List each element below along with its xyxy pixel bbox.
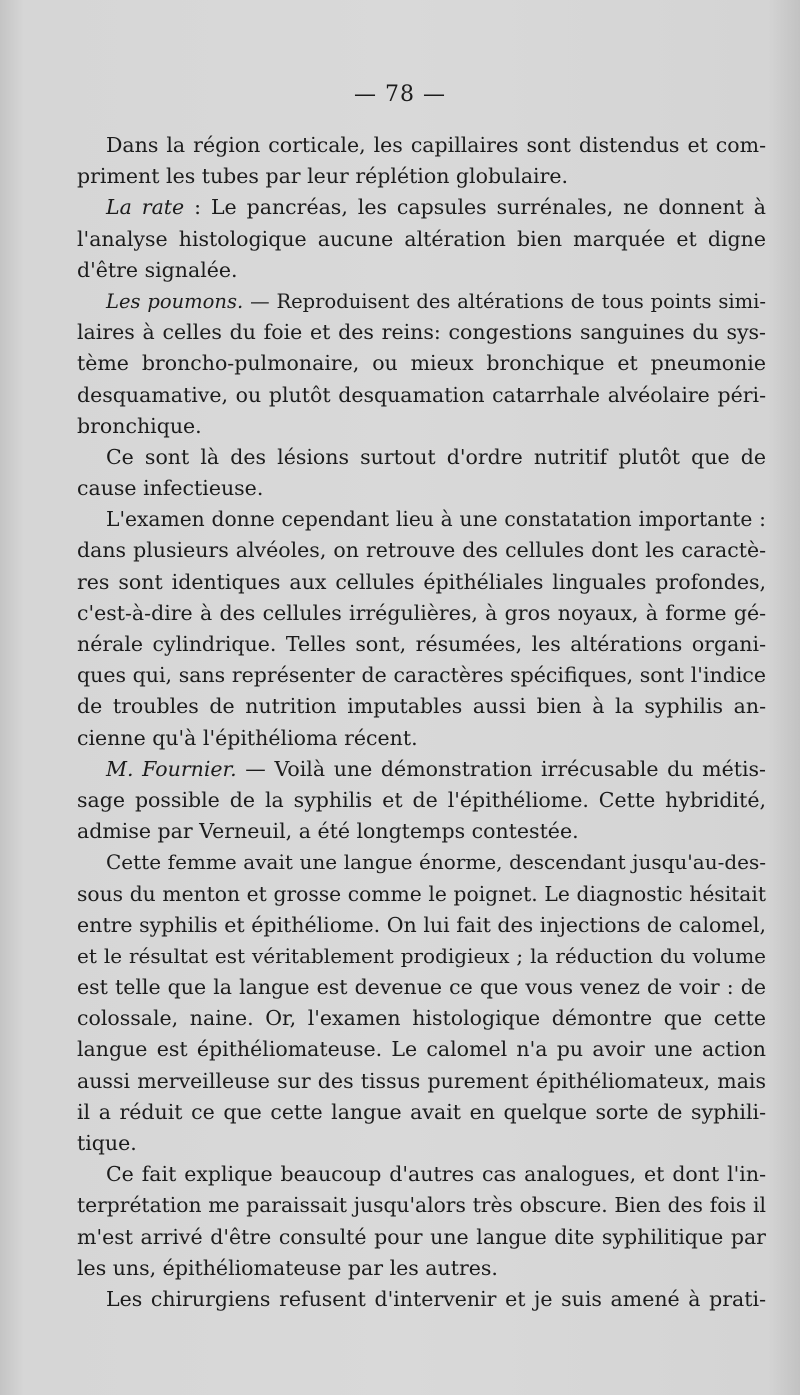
- italic-lead: La rate: [106, 195, 185, 220]
- paragraph: [77, 130, 766, 192]
- paragraph: [77, 1159, 766, 1284]
- text-line: aussi merveilleuse sur des tissus purement épithéliomateux, mais: [77, 1068, 766, 1093]
- text-run: — Reproduisent des altérations de tous points simi-: [243, 289, 766, 313]
- text-line: entre syphilis et épithéliome. On lui fait des injections de calomel,: [77, 912, 766, 937]
- paragraph: [77, 192, 766, 286]
- page-body: [77, 130, 766, 1315]
- text-line: sage possible de la syphilis et de l'épithéliome. Cette hybridité,: [77, 787, 766, 812]
- text-line: nérale cylindrique. Telles sont, résumées, les altérations organi-: [77, 632, 766, 656]
- text-line: Cette femme avait une langue énorme, descendant jusqu'au-des-: [106, 850, 766, 875]
- paragraph: [77, 504, 766, 754]
- text-line: est telle que la langue est devenue ce que vous venez de voir : de: [77, 975, 766, 1000]
- text-line: colossale, naine. Or, l'examen histologique démontre que cette: [77, 1006, 766, 1031]
- text-run: : Le pancréas, les capsules surrénales, ne donnent à: [184, 195, 767, 220]
- paragraph: [77, 442, 766, 504]
- text-line: terprétation me paraissait jusqu'alors très obscure. Bien des fois il: [77, 1193, 766, 1218]
- text-line: dans plusieurs alvéoles, on retrouve des cellules dont les caractè-: [77, 538, 766, 563]
- text-line: admise par Verneuil, a été longtemps contestée.: [77, 819, 579, 844]
- text-line: m'est arrivé d'être consulté pour une langue dite syphilitique par: [77, 1224, 766, 1249]
- italic-lead: M. Fournier.: [106, 756, 237, 781]
- text-line: [77, 192, 766, 223]
- text-line: tème broncho-pulmonaire, ou mieux bronchique et pneumonie: [77, 351, 766, 376]
- page-number: — 78 —: [354, 82, 446, 107]
- text-line: et le résultat est véritablement prodigieux ; la réduction du volume: [77, 943, 766, 968]
- text-run: — Voilà une démonstration irrécusable du métis-: [236, 756, 766, 781]
- text-line: il a réduit ce que cette langue avait en quelque sorte de syphili-: [77, 1099, 766, 1124]
- text-line: Les chirurgiens refusent d'intervenir et je suis amené à prati-: [106, 1286, 766, 1311]
- text-line: bronchique.: [77, 413, 202, 438]
- text-line: L'examen donne cependant lieu à une constatation importante :: [106, 507, 766, 532]
- text-line: l'analyse histologique aucune altération bien marquée et digne: [77, 226, 766, 251]
- text-line: cause infectieuse.: [77, 476, 264, 501]
- text-line: Ce sont là des lésions surtout d'ordre nutritif plutôt que de: [106, 444, 766, 469]
- text-line: Dans la région corticale, les capillaires sont distendus et com-: [106, 133, 766, 157]
- paragraph: [77, 754, 766, 848]
- paragraph: [77, 286, 766, 442]
- text-line: d'être signalée.: [77, 257, 238, 282]
- text-line: Ce fait explique beaucoup d'autres cas analogues, et dont l'in-: [106, 1162, 766, 1187]
- text-line: ques qui, sans représenter de caractères spécifiques, sont l'indice: [77, 663, 766, 688]
- text-line: de troubles de nutrition imputables aussi bien à la syphilis an-: [77, 694, 766, 719]
- text-line: sous du menton et grosse comme le poignet. Le diagnostic hésitait: [77, 881, 766, 906]
- text-line: priment les tubes par leur réplétion globulaire.: [77, 164, 569, 189]
- text-line: tique.: [77, 1131, 137, 1155]
- text-line: res sont identiques aux cellules épithéliales linguales profondes,: [77, 569, 766, 594]
- text-line: c'est-à-dire à des cellules irrégulières, à gros noyaux, à forme gé-: [77, 600, 766, 625]
- text-line: [77, 286, 766, 317]
- paragraph: [77, 847, 766, 1159]
- italic-lead: Les poumons.: [106, 289, 244, 313]
- text-line: laires à celles du foie et des reins: congestions sanguines du sys-: [77, 320, 766, 345]
- text-line: desquamative, ou plutôt desquamation catarrhale alvéolaire péri-: [77, 382, 766, 407]
- text-line: les uns, épithéliomateuse par les autres.: [77, 1255, 498, 1280]
- text-line: [77, 754, 766, 785]
- text-line: cienne qu'à l'épithélioma récent.: [77, 725, 418, 750]
- paragraph: [77, 1284, 766, 1315]
- text-line: langue est épithéliomateuse. Le calomel n'a pu avoir une action: [77, 1037, 766, 1062]
